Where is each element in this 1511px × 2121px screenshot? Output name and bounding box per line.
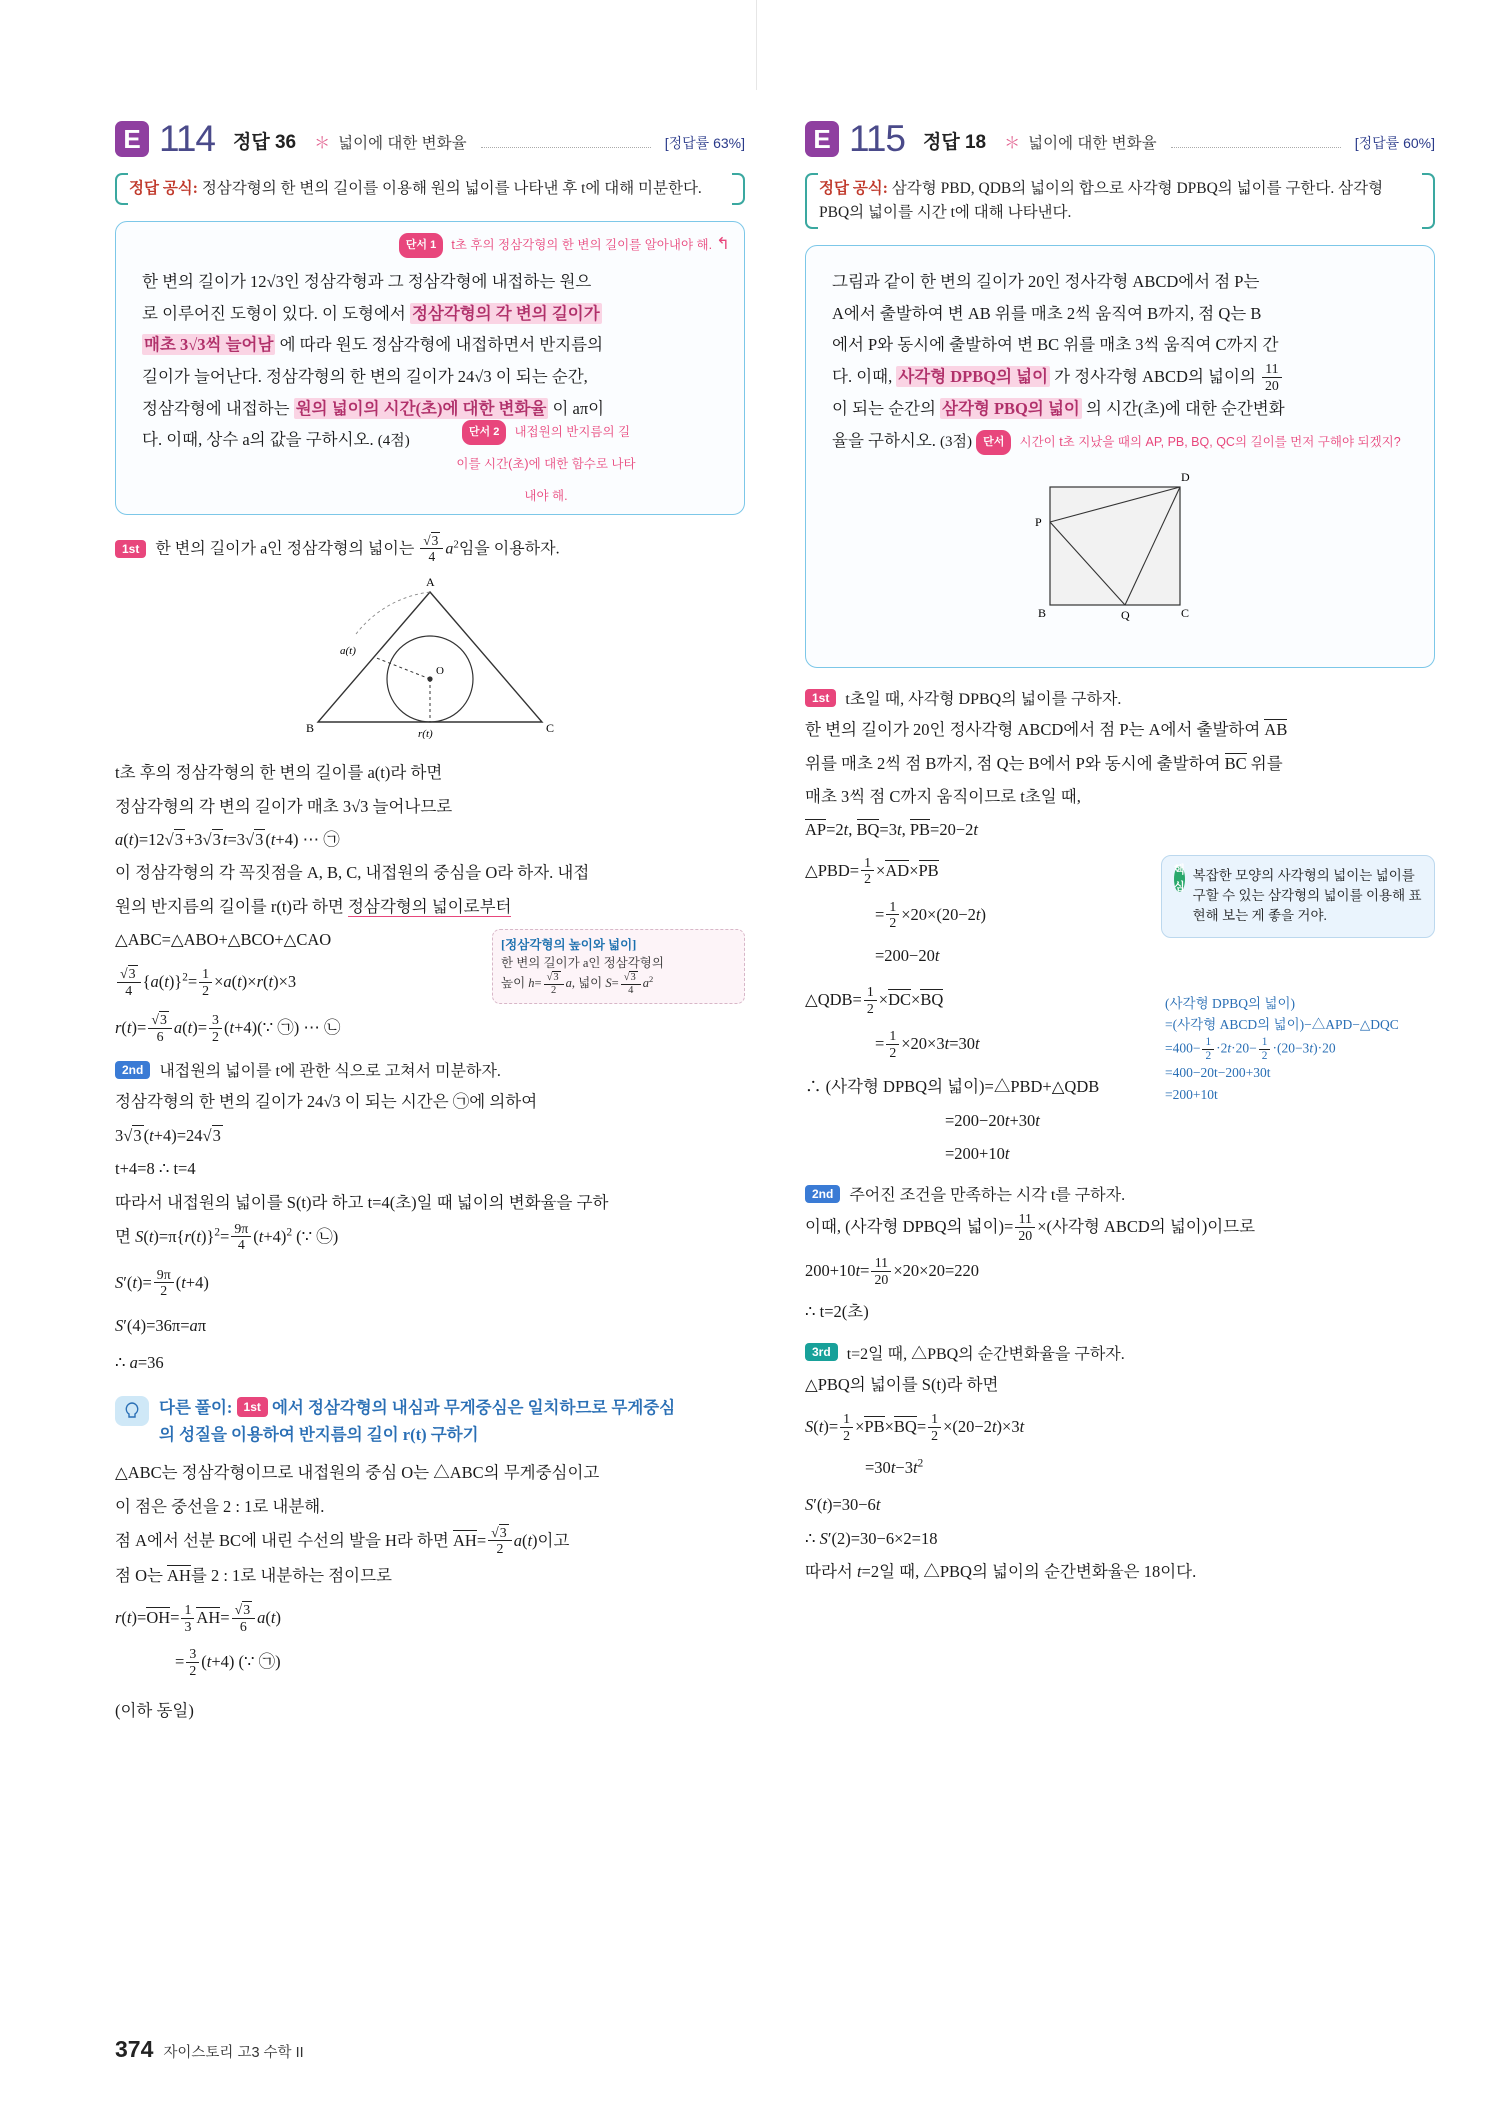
other-solution-text — [159, 1394, 675, 1448]
sol-eq: S′(t)= $\frac{9\pi}{2}$ (t+4) — [115, 1266, 209, 1299]
step-tag: 2nd — [805, 1185, 840, 1203]
sol-line: (이하 동일) — [115, 1701, 194, 1721]
sol-line-b: 정삼각형의 넓이로부터 — [347, 896, 512, 916]
problem-badge: E — [115, 121, 149, 157]
svg-text:a(t): a(t) — [340, 645, 356, 658]
clue-1: 단서 1 t초 후의 정삼각형의 한 변의 길이를 알아내야 해. ↰ — [399, 228, 730, 260]
sol-eq: = $\frac{1}{2}$ ×20×(20−2t) — [875, 898, 987, 931]
footer-text: 자이스토리 고3 수학 II — [163, 2045, 304, 2061]
formula-title: 정답 공식: — [129, 180, 198, 197]
step-3rd-right — [805, 1341, 1435, 1364]
clue-tag: 단서 — [976, 430, 1011, 455]
q-line: 정삼각형에 내접하는 — [142, 398, 290, 418]
sol-eq: S(t)= $\frac{1}{2}$ ×PB×BQ= $\frac{1}{2}$ ×(20−2t)×3t — [805, 1411, 1025, 1443]
problem-header-115 — [805, 120, 1435, 157]
sol-eq: ∴ t=2(초) — [805, 1302, 869, 1322]
page-footer — [115, 2036, 304, 2063]
step-1st-right — [805, 686, 1435, 709]
clue-tag: 단서 2 — [462, 420, 506, 445]
sol-line: 이때, (사각형 DPBQ의 넓이)= $\frac{11}{20}$ ×(사각형 ABCD의 넓이)이므로 — [805, 1211, 1256, 1243]
note-line: =400−20t−200+30t — [1165, 1065, 1271, 1081]
sol-eq: a(t)=12√3 +3√3 t=3√3 (t+4) ⋯ ㉠ — [115, 829, 340, 849]
other-text-b: 의 성질을 이용하여 반지름의 길이 r(t) 구하기 — [159, 1424, 479, 1444]
svg-text:O: O — [436, 665, 444, 678]
star-icon: ＊ — [1004, 135, 1021, 152]
q-line: 다. 이때, 상수 a의 값을 구하시오. — [142, 430, 374, 450]
q-line: 에서 P와 동시에 출발하여 변 BC 위를 매초 3씩 움직여 C까지 간 — [832, 335, 1279, 355]
q-line: A에서 출발하여 변 AB 위를 매초 2씩 움직여 B까지, 점 Q는 B — [832, 303, 1262, 323]
sol-eq: $=30t-3t^2$ — [865, 1457, 924, 1478]
other-text-a: 에서 정삼각형의 내심과 무게중심은 일치하므로 무게중심 — [271, 1397, 676, 1417]
other-tag: 다른 풀이: — [159, 1397, 233, 1417]
sol-line: 한 변의 길이가 20인 정사각형 ABCD에서 점 P는 A에서 출발하여 AB — [805, 720, 1288, 740]
sol-eq: r(t)=OH= $\frac{1}{3}$ AH= $\frac{√3}{6}$ a(t) — [115, 1602, 281, 1634]
other-solution-banner — [115, 1394, 745, 1448]
q-line: 길이가 늘어난다. 정삼각형의 한 변의 길이가 24√3 이 되는 순간, — [142, 367, 588, 387]
sol-line: 정삼각형의 각 변의 길이가 매초 3√3 늘어나므로 — [115, 796, 453, 816]
q-line: 에 따라 원도 정삼각형에 내접하면서 반지름의 — [279, 335, 604, 355]
q-line: 다. 이때, — [832, 367, 893, 387]
tip-text: 복잡한 모양의 사각형의 넓이는 넓이를 구할 수 있는 삼각형의 넓이를 이용해 표현해 보는 게 좋을 거야. — [1192, 867, 1422, 924]
sol-eq: 3√3 (t+4)=24√3 — [115, 1125, 221, 1145]
left-column — [115, 120, 745, 1730]
clue-tag: 단서 1 — [399, 233, 443, 258]
formula-box-114 — [115, 171, 745, 207]
q-line: 한 변의 길이가 12√3인 정삼각형과 그 정삼각형에 내접하는 원으 — [142, 272, 592, 292]
step-2nd-left — [115, 1058, 745, 1081]
q-line: 율을 구하시오. — [832, 430, 936, 450]
svg-text:Q: Q — [1121, 607, 1130, 622]
q-line: 이 되는 순간의 — [832, 399, 936, 419]
sol-line: △ABC는 정삼각형이므로 내접원의 중심 O는 △ABC의 무게중심이고 — [115, 1463, 600, 1483]
q-highlight: 매초 3√3씩 늘어남 — [144, 335, 274, 355]
square-pq-diagram — [832, 467, 1408, 638]
note-line: =200+10t — [1165, 1086, 1218, 1102]
clue-text: 시간이 t초 지났을 때의 AP, PB, BQ, QC의 길이를 먼저 구해야 되겠지? — [1019, 434, 1401, 449]
step-tag: 3rd — [805, 1343, 838, 1361]
q-line: 그림과 같이 한 변의 길이가 20인 정사각형 ABCD에서 점 P는 — [832, 272, 1260, 292]
sol-eq: =200+10t — [945, 1143, 1010, 1163]
svg-text:B: B — [306, 721, 315, 736]
step-tag: 1st — [237, 1397, 268, 1417]
q-points: (3점) — [940, 433, 972, 450]
step-text: t초일 때, 사각형 DPBQ의 넓이를 구하자. — [845, 691, 1122, 709]
side-note-triangle-area — [492, 929, 745, 1004]
sol-line: 따라서 t=2일 때, △PBQ의 넓이의 순간변화율은 18이다. — [805, 1562, 1197, 1582]
step-text-a: 한 변의 길이가 a인 정삼각형의 넓이는 — [155, 540, 415, 558]
sol-eq: △QDB= $\frac{1}{2}$ ×DC×BQ — [805, 984, 944, 1016]
clue-text: t초 후의 정삼각형의 한 변의 길이를 알아내야 해. — [451, 238, 713, 253]
q-highlight: 사각형 DPBQ의 넓이 — [898, 367, 1049, 387]
step-text: 주어진 조건을 만족하는 시각 t를 구하자. — [849, 1187, 1126, 1205]
topic-label: 넓이에 대한 변화율 — [338, 135, 467, 152]
step-2nd-right — [805, 1182, 1435, 1205]
sol-eq: ∴ (사각형 DPBQ의 넓이)=△PBD+△QDB — [805, 1077, 1100, 1097]
svg-text:C: C — [1181, 605, 1190, 620]
sol-eq: S′(t)=30−6t — [805, 1495, 881, 1515]
formula-title: 정답 공식: — [819, 180, 888, 197]
step-text: 내접원의 넓이를 t에 관한 식으로 고쳐서 미분하자. — [159, 1063, 501, 1081]
note-line: =400− $\frac{1}{2}$ ·2t·20− $\frac{1}{2}$ ·(20−3t)·20 — [1165, 1035, 1336, 1062]
sol-line: t초 후의 정삼각형의 한 변의 길이를 a(t)라 하면 — [115, 763, 443, 783]
svg-text:P: P — [1035, 514, 1042, 529]
sol-eq: = $\frac{1}{2}$ ×20×3t=30t — [875, 1028, 980, 1060]
formula-text: 정삼각형의 한 변의 길이를 이용해 원의 넓이를 나타낸 후 t에 대해 미분한다. — [201, 180, 702, 197]
note-line: 높이 h= $\frac{√3}{2}$ a, 넓이 S= $\frac{√3}{4}$ $a^2$ — [501, 972, 654, 997]
sol-eq: t+4=8 ∴ t=4 — [115, 1159, 196, 1179]
sol-line: 매초 3씩 점 C까지 움직이므로 t초일 때, — [805, 787, 1081, 807]
answer-label: 정답 18 — [923, 132, 987, 153]
sol-line: 이 정삼각형의 각 꼭짓점을 A, B, C, 내접원의 중심을 O라 하자. 내접 — [115, 863, 590, 883]
problem-number: 114 — [159, 118, 215, 159]
sol-eq: △PBD= $\frac{1}{2}$ ×AD×PB — [805, 854, 939, 887]
topic-label: 넓이에 대한 변화율 — [1028, 135, 1157, 152]
q-line: 가 정사각형 ABCD의 넓이의 — [1054, 367, 1256, 387]
sol-line: 따라서 내접원의 넓이를 S(t)라 하고 t=4(초)일 때 넓이의 변화율을 구하 — [115, 1192, 609, 1212]
svg-text:r(t): r(t) — [418, 728, 433, 740]
correct-rate: [정답률 63%] — [664, 135, 745, 151]
step-1st-left — [115, 533, 745, 564]
sol-line-a: 원의 반지름의 길이를 r(t)라 하면 — [115, 896, 344, 916]
question-box-115 — [805, 245, 1435, 668]
step-text: t=2일 때, △PBQ의 순간변화율을 구하자. — [846, 1345, 1125, 1363]
formula-text: 삼각형 PBD, QDB의 넓이의 합으로 사각형 DPBQ의 넓이를 구한다. 삼각형 PBQ의 넓이를 시간 t에 대해 나타낸다. — [819, 180, 1384, 222]
sol-line: 점 A에서 선분 BC에 내린 수선의 발을 H라 하면 AH= $\frac{√3}{2}$ a(t)이고 — [115, 1524, 570, 1557]
q-line: 이 aπ이 — [552, 398, 605, 418]
svg-text:A: A — [426, 575, 435, 590]
triangle-incircle-diagram — [115, 574, 745, 744]
formula-box-115 — [805, 171, 1435, 231]
svg-text:D: D — [1181, 469, 1190, 484]
clue-text: 내접원의 반지름의 길이를 시간(초)에 대한 함수로 나타내야 해. — [456, 425, 636, 503]
sol-line: 이 점은 중선을 2 : 1로 내분해. — [115, 1496, 325, 1516]
q-points: (4점) — [377, 433, 410, 450]
question-box-114 — [115, 221, 745, 515]
q-highlight: 정삼각형의 각 변의 길이가 — [411, 303, 600, 323]
correct-rate: [정답률 60%] — [1354, 135, 1435, 151]
note-title: [정삼각형의 높이와 넓이] — [501, 938, 637, 953]
sol-eq: △ABC=△ABO+△BCO+△CAO — [115, 930, 332, 950]
step-text: 한 변의 길이가 a인 정삼각형의 넓이는 $\frac{√3}{4}$ $a^2$임을 이용하자. — [155, 533, 560, 565]
sol-eq: r(t)= $\frac{√3}{6}$ a(t)= $\frac{3}{2}$ (t+4)(∵ ㉠) ⋯ ㉡ — [115, 1012, 341, 1044]
page-spine — [756, 0, 757, 90]
sol-eq: S′(4)=36π=aπ — [115, 1315, 207, 1335]
note-line: 한 변의 길이가 a인 정삼각형의 — [501, 956, 664, 971]
side-note-quad-area — [1165, 993, 1435, 1106]
step-tag: 1st — [115, 540, 146, 558]
sol-eq: ∴ a=36 — [115, 1353, 164, 1373]
svg-text:B: B — [1038, 605, 1047, 620]
note-line: =(사각형 ABCD의 넓이)−△APD−△DQC — [1165, 1017, 1399, 1033]
q-line: 로 이루어진 도형이 있다. 이 도형에서 — [142, 303, 406, 323]
question-text: 그림과 같이 한 변의 길이가 20인 정사각형 ABCD에서 점 P는 A에서 출발하여 변 AB 위를 매초 2씩 움직여 B까지, 점 Q는 B 에서 P와 동시에 출발하여 변 BC 위를 매초 3씩 움직여 C까지 간 다. 이때, 사각형 DPBQ의 넓이 가 정사각형 ABCD의 넓이의 $\frac{11}{20}$ 이 되는 순간의 삼각형 PBQ의 넓이 의 시간(초)에 대한 순간변화 율을 구하시오. (3점) 단서 시간이 t초 지났을 때의 AP, PB, BQ, QC의 길이를 먼저 구해야 되겠지? — [832, 266, 1408, 457]
step-tag: 2nd — [115, 1061, 150, 1079]
sol-line — [115, 892, 745, 921]
sol-eq: ∴ S′(2)=30−6×2=18 — [805, 1528, 938, 1548]
sol-line: 정삼각형의 한 변의 길이가 24√3 이 되는 시간은 ㉠에 의하여 — [115, 1092, 538, 1112]
svg-text:C: C — [546, 721, 555, 736]
lightbulb-icon — [115, 1396, 149, 1426]
sol-eq: = $\frac{3}{2}$ (t+4) (∵ ㉠) — [175, 1646, 281, 1678]
sol-eq: 200+10t= $\frac{11}{20}$ ×20×20=220 — [805, 1255, 979, 1287]
page-number: 374 — [115, 2036, 154, 2062]
q-highlight: 삼각형 PBQ의 넓이 — [942, 399, 1080, 419]
problem-header-114 — [115, 120, 745, 157]
problem-badge: E — [805, 121, 839, 157]
sol-line: 위를 매초 2씩 점 B까지, 점 Q는 B에서 P와 동시에 출발하여 BC 위를 — [805, 753, 1283, 773]
step-tag: 1st — [805, 689, 836, 707]
star-icon: ＊ — [314, 135, 331, 152]
note-line: (사각형 DPBQ의 넓이) — [1165, 995, 1295, 1011]
sol-line: △PBQ의 넓이를 S(t)라 하면 — [805, 1374, 999, 1394]
sol-eq: 면 $S(t)=\pi\{r(t)\}^2=$ $\frac{9\pi}{4}$ $(t+4)^2$ (∵ ㉡) — [115, 1220, 339, 1253]
tip-badge: 핵심 — [1174, 864, 1185, 893]
q-highlight: 원의 넓이의 시간(초)에 대한 변화율 — [295, 398, 547, 418]
divider — [481, 146, 651, 148]
problem-number: 115 — [849, 118, 905, 159]
sol-eq: $\frac{√3}{4}$ $\{a(t)\}^2=$ $\frac{1}{2}$ ×a(t)×r(t)×3 — [115, 966, 745, 998]
tip-box — [1161, 855, 1435, 938]
right-column — [805, 120, 1435, 1591]
divider — [1171, 146, 1341, 148]
sol-eq: =200−20t+30t — [945, 1110, 1040, 1130]
q-line: 의 시간(초)에 대한 순간변화 — [1085, 399, 1285, 419]
sol-eq: =200−20t — [875, 945, 940, 965]
clue-2 — [456, 415, 636, 510]
sol-line: 점 O는 AH를 2 : 1로 내분하는 점이므로 — [115, 1565, 392, 1585]
answer-label: 정답 36 — [233, 132, 297, 153]
sol-eq: AP=2t, BQ=3t, PB=20−2t — [805, 820, 978, 840]
